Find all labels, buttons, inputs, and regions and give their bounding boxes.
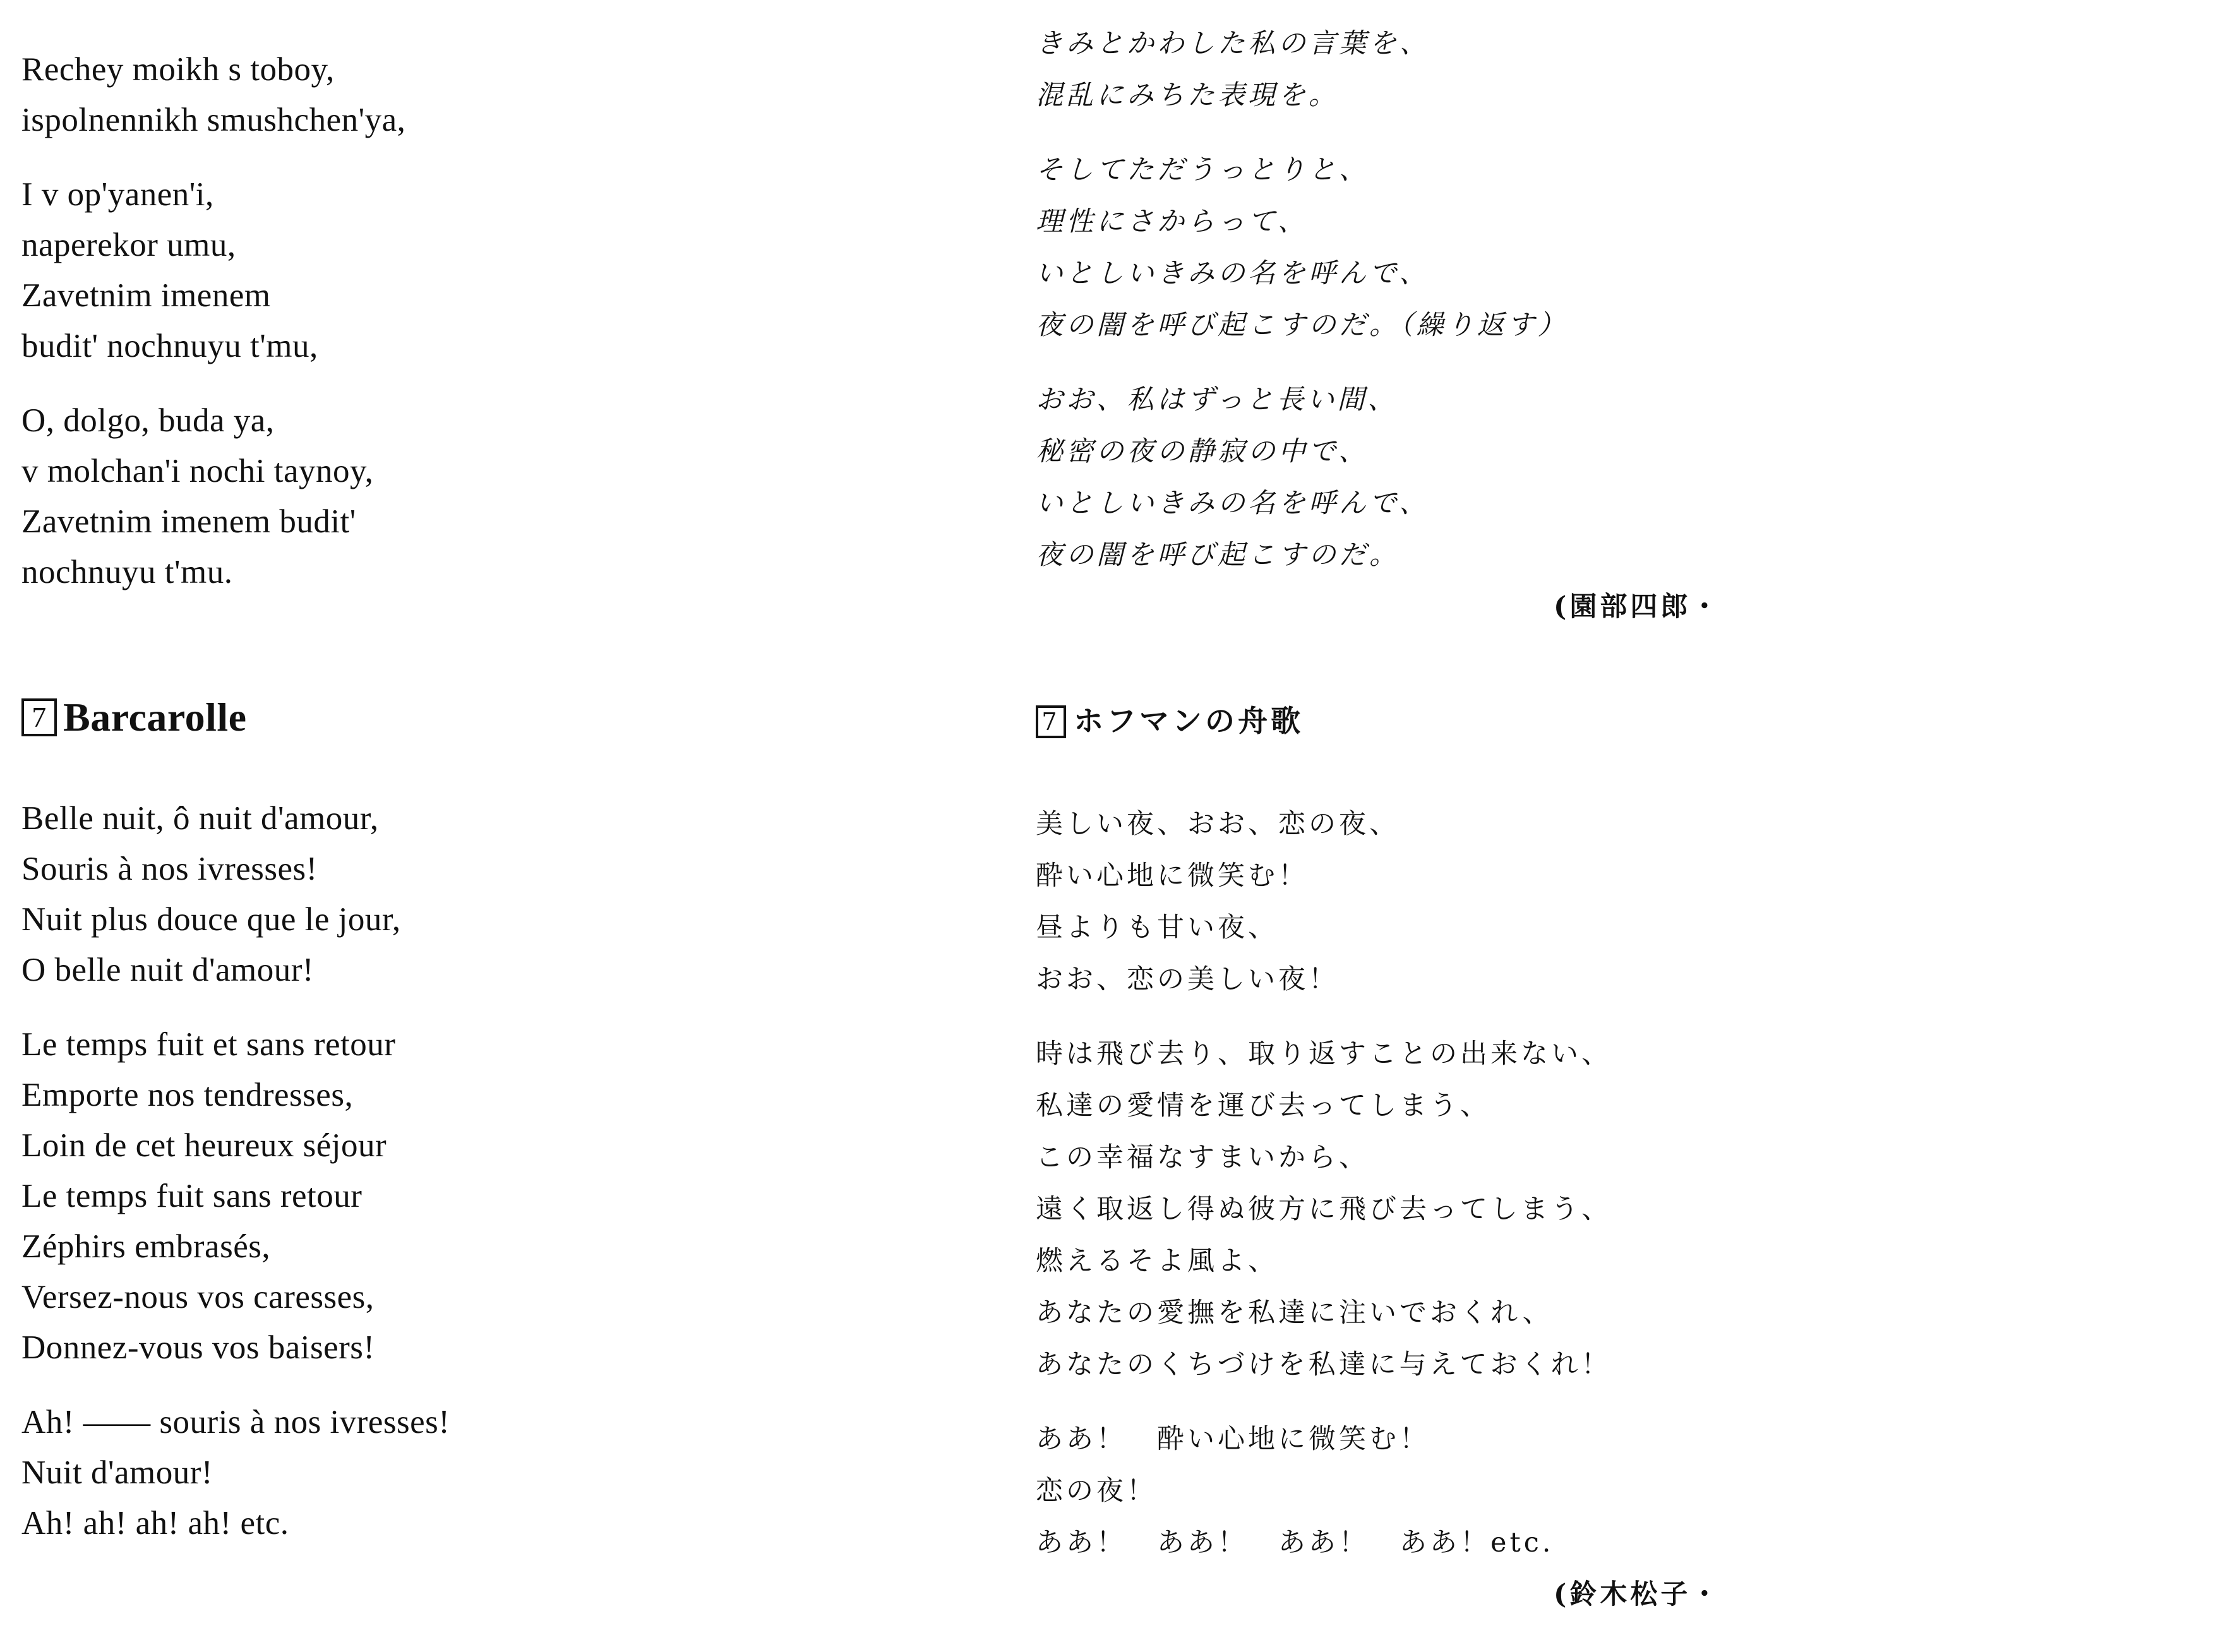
section-number-box: 7	[21, 698, 57, 736]
section-heading-barcarolle	[21, 692, 969, 743]
french-stanza-2	[21, 1019, 969, 1373]
lyric-line: あなたの愛撫を私達に注いでおくれ、	[1036, 1297, 1553, 1329]
lyric-line: ispolnennikh smushchen'ya,	[21, 102, 406, 138]
french-stanza-1	[21, 793, 969, 995]
lyric-line: Zavetnim imenem budit'	[21, 503, 356, 540]
lyric-line: ああ！ 酔い心地に微笑む！	[1036, 1423, 1430, 1455]
lyric-line: Zavetnim imenem	[21, 277, 271, 314]
russian-stanza-2	[21, 169, 969, 371]
lyric-line: 夜の闇を呼び起こすのだ。	[1036, 539, 1400, 571]
lyric-line: いとしいきみの名を呼んで、	[1036, 258, 1430, 289]
lyric-line: 私達の愛情を運び去ってしまう、	[1036, 1090, 1490, 1122]
section-title: ホフマンの舟歌	[1074, 704, 1304, 739]
lyric-line: v molchan'i nochi taynoy,	[21, 453, 374, 489]
lyric-line: そしてただうっとりと、	[1036, 154, 1369, 186]
japanese-stanza-6	[1036, 1413, 1700, 1569]
lyric-line: budit' nochnuyu t'mu,	[21, 328, 318, 364]
japanese-stanza-4	[1036, 798, 1700, 1005]
japanese-stanza-1	[1036, 18, 1700, 121]
lyric-line: Nuit d'amour!	[21, 1454, 213, 1491]
lyric-line: Le temps fuit et sans retour	[21, 1026, 396, 1063]
lyric-line: Emporte nos tendresses,	[21, 1077, 354, 1113]
lyric-line: 恋の夜！	[1036, 1475, 1157, 1507]
section-heading-hoffmann-barcarolle	[1036, 696, 1700, 748]
lyric-line: 理性にさからって、	[1036, 206, 1309, 237]
lyric-line: Versez-nous vos caresses,	[21, 1279, 375, 1315]
japanese-stanza-5	[1036, 1028, 1700, 1391]
lyric-line: 遠く取返し得ぬ彼方に飛び去ってしまう、	[1036, 1194, 1612, 1225]
russian-stanza-3	[21, 395, 969, 597]
lyric-line: Donnez-vous vos baisers!	[21, 1329, 375, 1366]
lyric-line: 混乱にみちた表現を。	[1036, 80, 1339, 111]
right-column-lyrics	[1036, 18, 1722, 1620]
lyric-line: naperekor umu,	[21, 227, 236, 263]
lyric-line: Zéphirs embrasés,	[21, 1228, 271, 1265]
japanese-stanza-2	[1036, 144, 1700, 351]
lyric-line: Nuit plus douce que le jour,	[21, 901, 401, 938]
lyric-line: Ah! ah! ah! ah! etc.	[21, 1505, 289, 1541]
lyric-line: Ah! —— souris à nos ivresses!	[21, 1404, 450, 1440]
lyric-line: 酔い心地に微笑む！	[1036, 860, 1309, 892]
lyric-line: あなたのくちづけを私達に与えておくれ！	[1036, 1349, 1612, 1380]
lyric-line: おお、私はずっと長い間、	[1036, 384, 1398, 416]
lyric-line: この幸福なすまいから、	[1036, 1142, 1369, 1173]
lyric-line: 秘密の夜の静寂の中で、	[1036, 436, 1369, 467]
japanese-stanza-3	[1036, 374, 1700, 581]
lyric-line: おお、恋の美しい夜！	[1036, 964, 1339, 995]
lyric-line: O, dolgo, buda ya,	[21, 402, 275, 439]
lyric-line: 昼よりも甘い夜、	[1036, 912, 1278, 943]
lyric-line: Souris à nos ivresses!	[21, 851, 318, 887]
lyric-line: 夜の闇を呼び起こすのだ。（繰り返す）	[1036, 309, 1568, 341]
lyric-line: Loin de cet heureux séjour	[21, 1127, 387, 1164]
lyric-line: I v op'yanen'i,	[21, 176, 214, 213]
lyric-line: 時は飛び去り、取り返すことの出来ない、	[1036, 1038, 1612, 1070]
lyric-line: Rechey moikh s toboy,	[21, 51, 335, 88]
section-title: Barcarolle	[63, 695, 247, 739]
lyric-line: 美しい夜、おお、恋の夜、	[1036, 808, 1400, 840]
lyric-line: いとしいきみの名を呼んで、	[1036, 488, 1430, 519]
french-stanza-3	[21, 1397, 969, 1548]
russian-stanza-1	[21, 44, 969, 145]
lyric-line: Le temps fuit sans retour	[21, 1178, 363, 1214]
left-column-lyrics	[21, 44, 969, 1548]
lyric-line: きみとかわした私の言葉を、	[1036, 28, 1430, 59]
lyric-line: O belle nuit d'amour!	[21, 952, 315, 988]
section-number-box: 7	[1036, 705, 1066, 738]
lyric-line: Belle nuit, ô nuit d'amour,	[21, 800, 379, 837]
lyric-line: ああ！ ああ！ ああ！ ああ！etc.	[1036, 1527, 1554, 1559]
translator-credit-bottom: (鈴木松子・	[1554, 1579, 1722, 1610]
translator-credit-top: (園部四郎・	[1554, 591, 1722, 623]
lyric-line: 燃えるそよ風よ、	[1036, 1245, 1278, 1277]
lyric-line: nochnuyu t'mu.	[21, 554, 233, 590]
